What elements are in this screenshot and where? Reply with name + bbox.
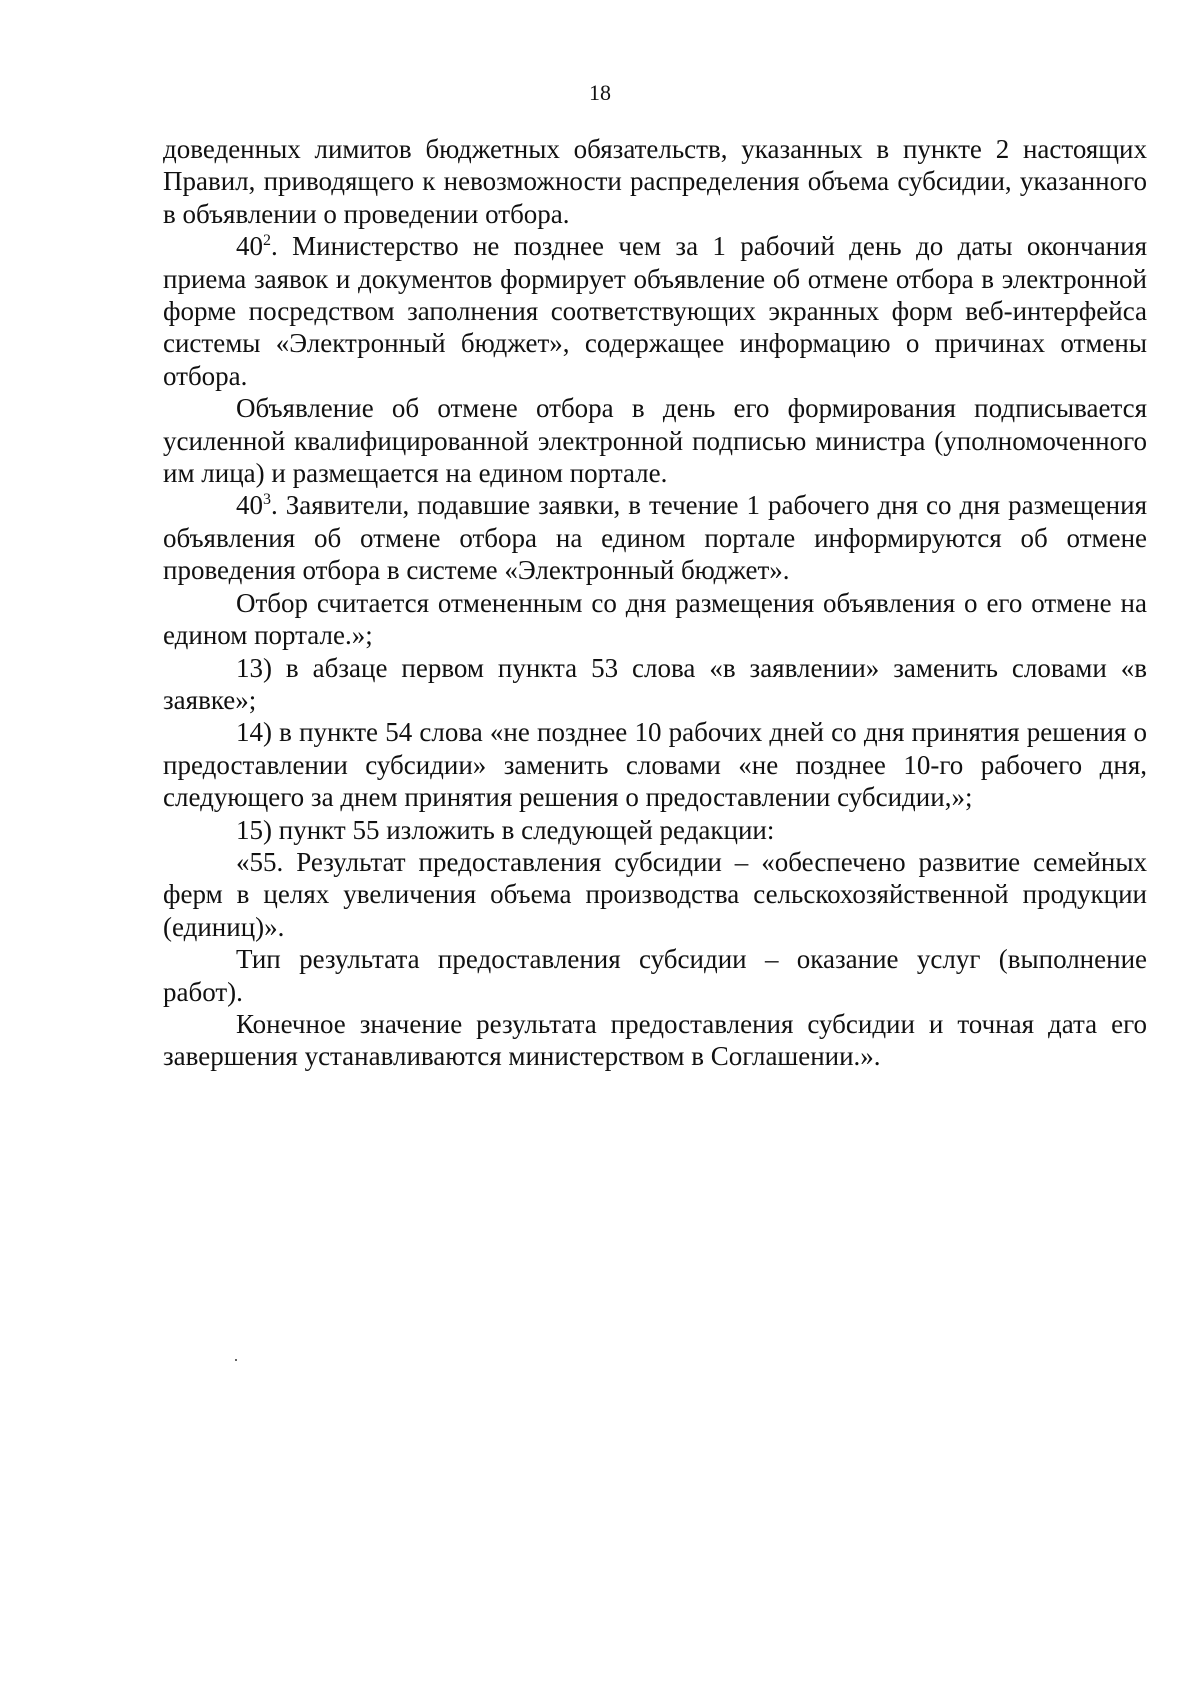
- scan-speck: [235, 1359, 237, 1361]
- paragraph-40-3: $40^3$. Заявители, подавшие заявки, в течение 1 рабочего дня со дня размещения объявления об отмене отбора на едином портале информируются об отмене проведения отбора в системе «Электронный бюджет».: [163, 490, 1147, 586]
- paragraph-selection-cancelled: Отбор считается отмененным со дня размещения объявления о его отмене на едином портале.»;: [163, 587, 1147, 651]
- paragraph-result-type: Тип результата предоставления субсидии – оказание услуг (выполнение работ).: [163, 944, 1147, 1007]
- paragraph-40-2: $40^2$. Министерство не позднее чем за 1 рабочий день до даты окончания приема заявок и документов формирует объявление об отмене отбора в электронной форме посредством заполнения соответствующих экранных форм веб-интерфейса системы «Электронный бюджет», содержащее информацию о причинах отмены отбора.: [163, 231, 1147, 391]
- paragraph-continuation: доведенных лимитов бюджетных обязательств, указанных в пункте 2 настоящих Правил, приводящего к невозможности распределения объема субсидии, указанного в объявлении о проведении отбора.: [163, 134, 1147, 229]
- clause-number: 40: [236, 490, 263, 521]
- paragraph-item-15: 15) пункт 55 изложить в следующей редакции:: [236, 814, 775, 845]
- paragraph-item-14: 14) в пункте 54 слова «не позднее 10 рабочих дней со дня принятия решения о предоставлении субсидии» заменить словами «не позднее 10-го рабочего дня, следующего за днем принятия решения о предоставлении субсидии,»;: [163, 717, 1147, 813]
- paragraph-cancellation-signing: Объявление об отмене отбора в день его формирования подписывается усиленной квалифицированной электронной подписью министра (уполномоченного им лица) и размещается на едином портале.: [163, 393, 1147, 489]
- document-body: [163, 133, 1147, 1073]
- paragraph-item-13: 13) в абзаце первом пункта 53 слова «в заявлении» заменить словами «в заявке»;: [163, 652, 1147, 715]
- clause-number: 40: [236, 231, 263, 262]
- clause-superscript: 3: [263, 491, 271, 509]
- page-number: 18: [589, 80, 611, 105]
- paragraph-final-value: Конечное значение результата предоставления субсидии и точная дата его завершения устанавливаются министерством в Соглашении.».: [163, 1008, 1147, 1072]
- paragraph-clause-55: «55. Результат предоставления субсидии – «обеспечено развитие семейных ферм в целях увеличения объема производства сельскохозяйственной продукции (единиц)».: [163, 846, 1147, 942]
- clause-superscript: 2: [263, 232, 271, 250]
